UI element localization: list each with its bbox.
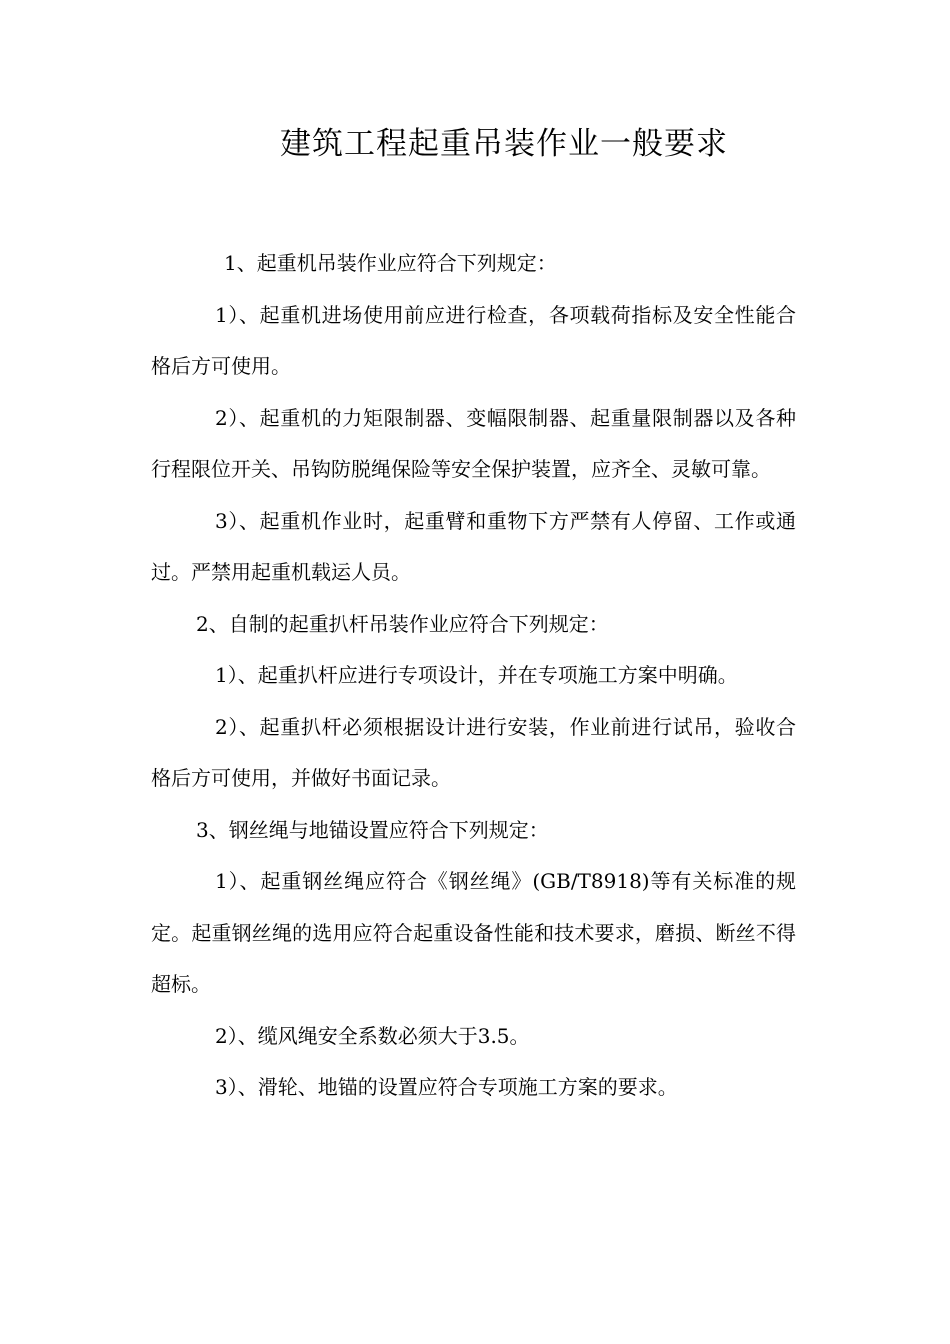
section-heading-3: 3、钢丝绳与地锚设置应符合下列规定： [196,817,549,842]
clause-3-3: 3）、滑轮、地锚的设置应符合专项施工方案的要求。 [215,1075,678,1099]
clause-1-1: 1）、起重机进场使用前应进行检查，各项载荷指标及安全性能合格后方可使用。 [151,302,796,378]
clause-1-2: 2）、起重机的力矩限制器、变幅限制器、起重量限制器以及各种行程限位开关、吊钩防脱绳保险等安全保护装置，应齐全、灵敏可靠。 [151,405,796,481]
clause-1-3: 3）、起重机作业时，起重臂和重物下方严禁有人停留、工作或通过。严禁用起重机载运人员。 [151,508,796,584]
section-heading-1: 1、起重机吊装作业应符合下列规定： [224,251,557,275]
document-title: 建筑工程起重吊装作业一般要求 [280,126,728,162]
clause-2-1: 1）、起重扒杆应进行专项设计，并在专项施工方案中明确。 [215,663,738,687]
section-heading-2: 2、自制的起重扒杆吊装作业应符合下列规定： [196,611,609,636]
clause-3-2: 2）、缆风绳安全系数必须大于3.5。 [215,1023,530,1048]
clause-2-2: 2）、起重扒杆必须根据设计进行安装，作业前进行试吊，验收合格后方可使用，并做好书面记录。 [151,714,796,790]
document-body [151,238,796,1114]
clause-3-1: 1）、起重钢丝绳应符合《钢丝绳》(GB/T8918)等有关标准的规定。起重钢丝绳的选用应符合起重设备性能和技术要求，磨损、断丝不得超标。 [151,869,796,996]
